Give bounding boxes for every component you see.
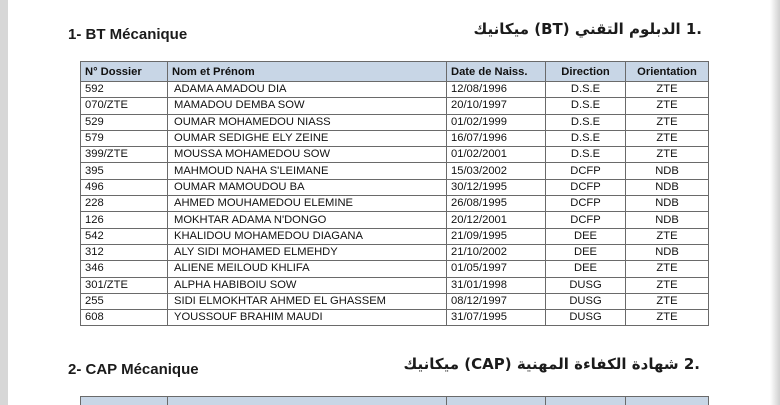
cell-nom: SIDI ELMOKHTAR AHMED EL GHASSEM [168, 293, 447, 309]
header-cell [81, 397, 168, 405]
table-header-row [81, 62, 709, 82]
cell-date: 31/07/1995 [447, 310, 546, 326]
cell-direction: DUSG [546, 277, 626, 293]
cell-dossier: 608 [81, 310, 168, 326]
cap-mecanique-table-header [80, 396, 709, 405]
cell-date: 20/12/2001 [447, 212, 546, 228]
header-orientation: Orientation [626, 62, 709, 82]
cell-direction: DCFP [546, 196, 626, 212]
cell-date: 31/01/1998 [447, 277, 546, 293]
cell-direction: DCFP [546, 212, 626, 228]
cell-orientation: ZTE [626, 261, 709, 277]
cell-nom: OUMAR MOHAMEDOU NIASS [168, 114, 447, 130]
table-row [81, 293, 709, 309]
cell-dossier: 399/ZTE [81, 147, 168, 163]
cell-direction: DEE [546, 228, 626, 244]
cell-date: 20/10/1997 [447, 98, 546, 114]
table-row [81, 98, 709, 114]
table-row [81, 212, 709, 228]
cell-orientation: ZTE [626, 147, 709, 163]
cell-orientation: ZTE [626, 82, 709, 98]
cell-orientation: ZTE [626, 293, 709, 309]
cell-date: 21/10/2002 [447, 244, 546, 260]
section-1-title-fr: 1- BT Mécanique [68, 26, 188, 43]
cell-date: 15/03/2002 [447, 163, 546, 179]
cell-direction: D.S.E [546, 130, 626, 146]
table-row [81, 277, 709, 293]
header-cell [546, 397, 626, 405]
cell-orientation: NDB [626, 179, 709, 195]
section-2-title-ar: .2 شهادة الكفاءة المهنية (CAP) ميكانيك [403, 355, 700, 373]
table-row [81, 244, 709, 260]
cell-date: 08/12/1997 [447, 293, 546, 309]
cell-date: 26/08/1995 [447, 196, 546, 212]
cell-nom: ALY SIDI MOHAMED ELMEHDY [168, 244, 447, 260]
cell-date: 01/02/2001 [447, 147, 546, 163]
cell-direction: DUSG [546, 310, 626, 326]
cell-nom: ALIENE MEILOUD KHLIFA [168, 261, 447, 277]
table-row [81, 147, 709, 163]
cell-nom: OUMAR SEDIGHE ELY ZEINE [168, 130, 447, 146]
header-cell [626, 397, 709, 405]
cell-dossier: 312 [81, 244, 168, 260]
cell-date: 12/08/1996 [447, 82, 546, 98]
cell-dossier: 542 [81, 228, 168, 244]
cell-dossier: 592 [81, 82, 168, 98]
cell-dossier: 579 [81, 130, 168, 146]
cell-dossier: 070/ZTE [81, 98, 168, 114]
cell-date: 21/09/1995 [447, 228, 546, 244]
cell-nom: ADAMA AMADOU DIA [168, 82, 447, 98]
cell-direction: D.S.E [546, 114, 626, 130]
cell-dossier: 395 [81, 163, 168, 179]
header-date: Date de Naiss. [447, 62, 546, 82]
cell-nom: AHMED MOUHAMEDOU ELEMINE [168, 196, 447, 212]
cell-date: 01/05/1997 [447, 261, 546, 277]
table-row [81, 196, 709, 212]
header-direction: Direction [546, 62, 626, 82]
table-row [81, 310, 709, 326]
cell-dossier: 126 [81, 212, 168, 228]
cell-orientation: NDB [626, 196, 709, 212]
cell-date: 01/02/1999 [447, 114, 546, 130]
section-1-title-ar: .1 الدبلوم التقني (BT) ميكانيك [473, 20, 702, 38]
bt-mecanique-table [80, 61, 709, 326]
cell-direction: D.S.E [546, 98, 626, 114]
page-edge-shadow [770, 0, 780, 405]
cell-orientation: ZTE [626, 228, 709, 244]
table-row [81, 228, 709, 244]
cell-direction: DCFP [546, 179, 626, 195]
cell-orientation: ZTE [626, 114, 709, 130]
table-row [81, 163, 709, 179]
cell-direction: DUSG [546, 293, 626, 309]
header-cell [447, 397, 546, 405]
cell-dossier: 346 [81, 261, 168, 277]
cell-nom: MAHMOUD NAHA S'LEIMANE [168, 163, 447, 179]
cell-dossier: 228 [81, 196, 168, 212]
cell-direction: DEE [546, 261, 626, 277]
cell-date: 30/12/1995 [447, 179, 546, 195]
cell-dossier: 496 [81, 179, 168, 195]
cell-date: 16/07/1996 [447, 130, 546, 146]
header-cell [168, 397, 447, 405]
cell-direction: DEE [546, 244, 626, 260]
cell-orientation: NDB [626, 244, 709, 260]
section-2-title-fr: 2- CAP Mécanique [68, 361, 199, 378]
cell-orientation: ZTE [626, 130, 709, 146]
table-row [81, 114, 709, 130]
cell-nom: YOUSSOUF BRAHIM MAUDI [168, 310, 447, 326]
cell-orientation: ZTE [626, 277, 709, 293]
table-row [81, 130, 709, 146]
cell-nom: KHALIDOU MOHAMEDOU DIAGANA [168, 228, 447, 244]
cell-orientation: ZTE [626, 310, 709, 326]
cell-orientation: NDB [626, 163, 709, 179]
table-row [81, 179, 709, 195]
table-row [81, 261, 709, 277]
cell-nom: MOUSSA MOHAMEDOU SOW [168, 147, 447, 163]
cell-dossier: 529 [81, 114, 168, 130]
cell-nom: MOKHTAR ADAMA N'DONGO [168, 212, 447, 228]
cell-dossier: 255 [81, 293, 168, 309]
table-row [81, 82, 709, 98]
cell-nom: ALPHA HABIBOIU SOW [168, 277, 447, 293]
header-nom: Nom et Prénom [168, 62, 447, 82]
cell-nom: OUMAR MAMOUDOU BA [168, 179, 447, 195]
cell-orientation: NDB [626, 212, 709, 228]
cell-direction: D.S.E [546, 147, 626, 163]
cell-direction: D.S.E [546, 82, 626, 98]
cell-nom: MAMADOU DEMBA SOW [168, 98, 447, 114]
header-dossier: N° Dossier [81, 62, 168, 82]
cell-direction: DCFP [546, 163, 626, 179]
document-page [8, 0, 772, 405]
cell-orientation: ZTE [626, 98, 709, 114]
cell-dossier: 301/ZTE [81, 277, 168, 293]
